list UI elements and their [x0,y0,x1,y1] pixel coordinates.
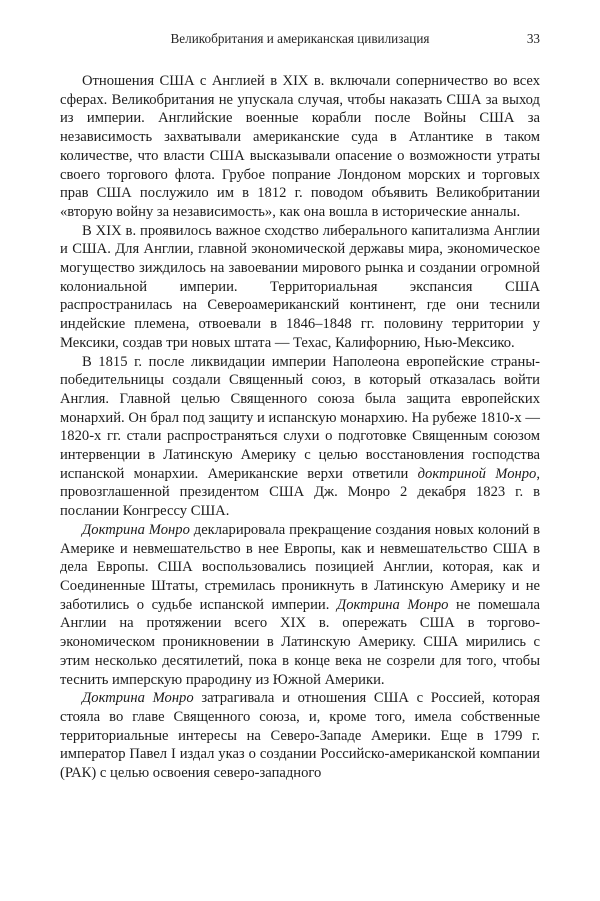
paragraph-4 [60,521,540,689]
paragraph-2 [60,222,540,353]
text-run-italic-monroe-doctrine: Доктрина Монро [82,521,190,538]
text-run-italic-monroe-doctrine: доктриной Монро [417,465,537,482]
text-run-italic-monroe-doctrine: Доктрина Монро [82,690,194,707]
text-run: В 1815 г. после ликвидации империи Наполеона европейские страны-победительницы создали Священный союз, в который отказалась войти Англия. Главной целью Священного союза была защита европейских монархий. Он брал под защиту и испанскую монархию. На рубеже 1810-х — 1820-х гг. стали распространяться слухи о подготовке Священным союзом интервенции в Латинскую Америку с целью восстановления господства испанской монархии. Американские верхи ответили [60,353,540,482]
page-body [60,72,540,783]
text-run: В XIX в. проявилось важное сходство либерального капитализма Англии и США. Для Англии, главной экономической державы мира, экономическое могущество зиждилось на завоевании мирового рынка и создании огромной колониальной империи. Территориальная экспансия США распространилась на Североамериканский континент, где они теснили индейские племена, отвоевали в 1846–1848 гг. половину территории у Мексики, создав три новых штата — Техас, Калифорнию, Нью-Мексико. [60,222,540,351]
paragraph-5 [60,689,540,783]
text-run: декларировала прекращение создания новых колоний в Америке и невмешательство в нее Европы, как и невмешательство США в дела Европы. США воспользовались позицией Англии, которая, как и Соединенные Штаты, стремилась проникнуть в Латинскую Америку и не заботились о судьбе испанской империи. [60,521,540,613]
running-head [60,30,540,47]
text-run: не помешала Англии на протяжении всего XIX в. опережать США в торгово-экономическом проникновении в Латинскую Америку. США мирились с этим несколько десятилетий, пока в конце века не созрели для того, чтобы теснить имперскую прародину из Южной Америки. [60,596,540,688]
paragraph-3 [60,353,540,521]
paragraph-1 [60,72,540,222]
text-run: затрагивала и отношения США с Россией, которая стояла во главе Священного союза, и, кроме того, имела собственные территориальные интересы на Северо-Западе Америки. Еще в 1799 г. император Павел I издал указ о создании Российско-американской компании (РАК) с целью освоения северо-западного [60,690,540,782]
running-head-title: Великобритания и американская цивилизация [170,31,430,46]
text-run: Отношения США с Англией в XIX в. включали соперничество во всех сферах. Великобритания не упускала случая, чтобы наказать США за выход из империи. Английские военные корабли после Войны США за независимость захватывали американские суда в Атлантике в таком количестве, что власти США высказывали опасение о возможности утраты своего торгового флота. Грубое попрание Лондоном морских и торговых прав США послужило им в 1812 г. поводом объявить Великобритании «вторую войну за независимость», как она вошла в исторические анналы. [60,73,540,220]
text-run-italic-monroe-doctrine: Доктрина Монро [336,596,449,613]
page-number: 33 [526,31,540,46]
text-run: , провозглашенной президентом США Дж. Монро 2 декабря 1823 г. в послании Конгрессу США. [60,465,541,520]
